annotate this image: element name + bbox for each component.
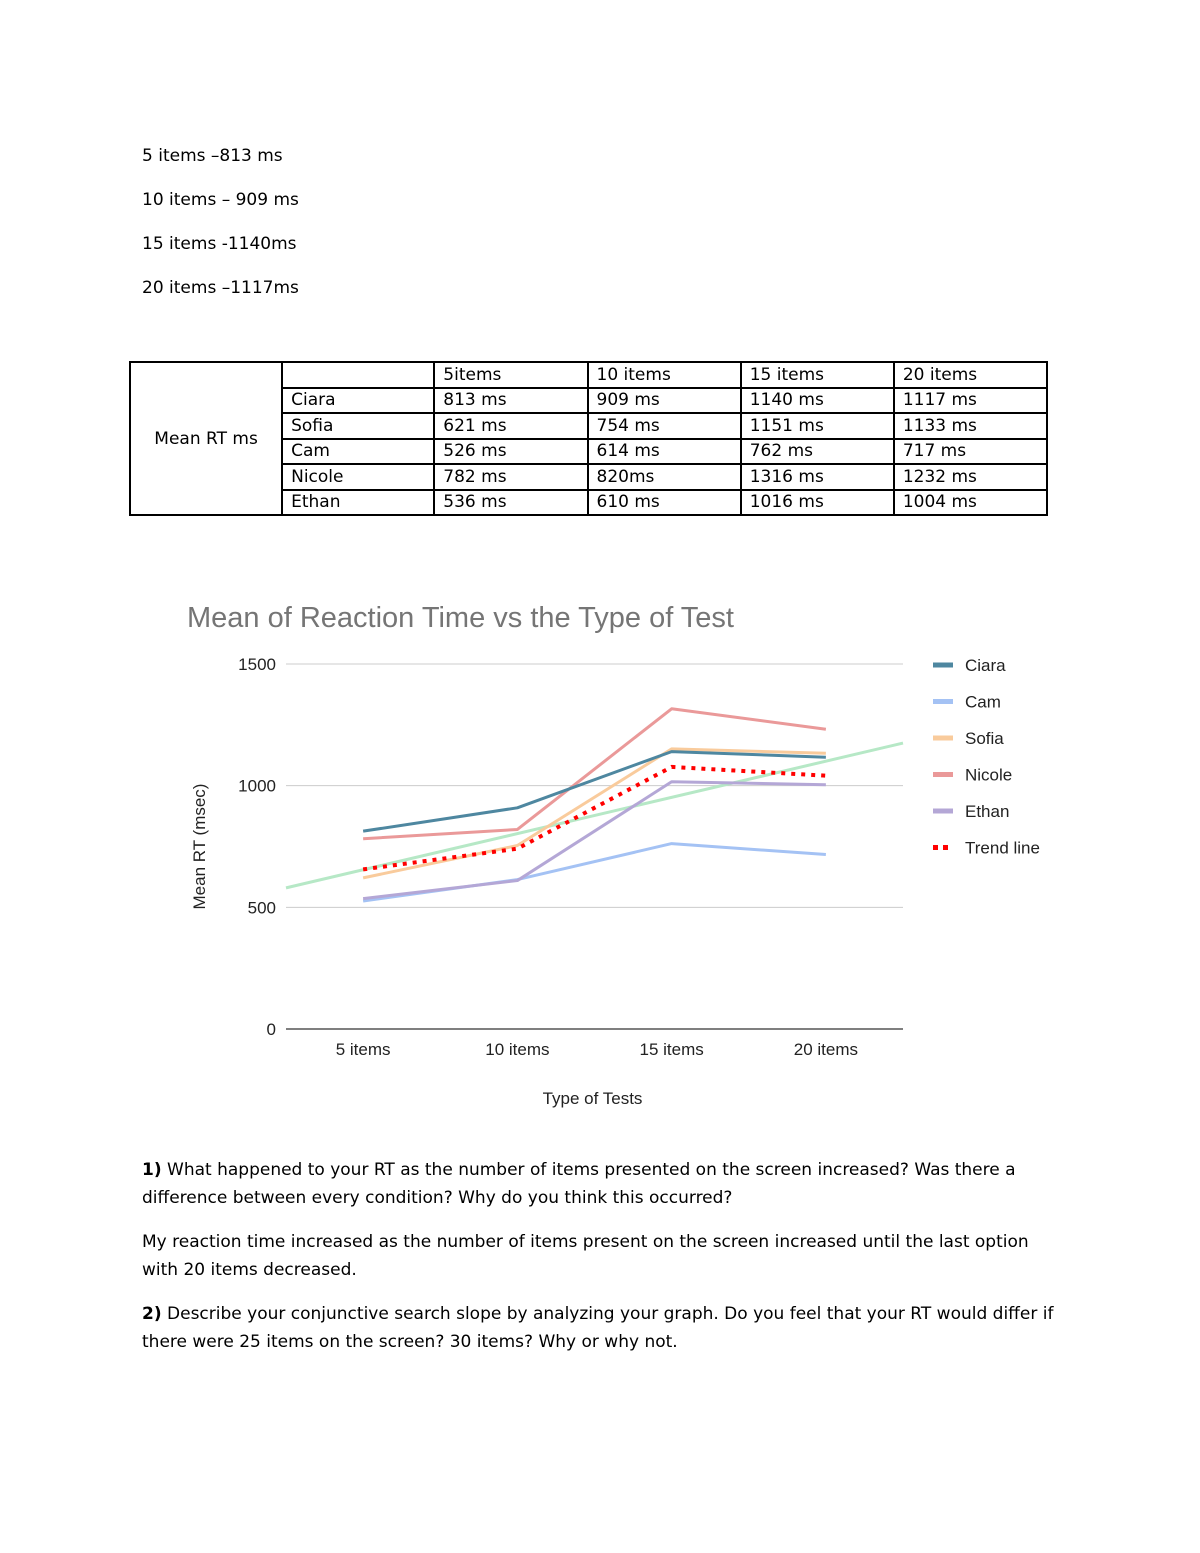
y-tick-label: 1000 — [238, 776, 276, 796]
participant-name: Ethan — [282, 490, 434, 516]
y-tick-label: 500 — [247, 898, 276, 918]
header-cell: 15 items — [741, 362, 894, 388]
table-cell: 526 ms — [434, 439, 587, 465]
table-cell: 909 ms — [588, 388, 741, 414]
question-text: Describe your conjunctive search slope by analyzing your graph. Do you feel that your RT would differ if there were 25 items on the screen? 30 items? Why or why not. — [142, 1304, 1054, 1352]
series-line-ciara — [363, 752, 826, 832]
participant-name: Sofia — [282, 413, 434, 439]
x-tick-label: 15 items — [639, 1040, 704, 1059]
y-tick-label: 1500 — [238, 655, 276, 674]
summary-line: 15 items -1140ms — [142, 234, 297, 254]
table-cell: 1004 ms — [894, 490, 1047, 516]
linear-fit-line — [286, 743, 903, 888]
table-header-row — [130, 362, 1047, 388]
x-tick-label: 20 items — [793, 1040, 858, 1059]
summary-line: 10 items – 909 ms — [142, 190, 299, 210]
table-cell: 813 ms — [434, 388, 587, 414]
participant-name: Ciara — [282, 388, 434, 414]
table-cell: 614 ms — [588, 439, 741, 465]
reaction-time-chart — [180, 590, 1080, 1120]
table-cell: 762 ms — [741, 439, 894, 465]
table-cell: 536 ms — [434, 490, 587, 516]
x-tick-label: 5 items — [335, 1040, 391, 1059]
legend-label: Trend line — [965, 838, 1040, 858]
question-number: 2) — [142, 1304, 162, 1324]
question-number: 1) — [142, 1160, 162, 1180]
table-cell: 621 ms — [434, 413, 587, 439]
chart-title: Mean of Reaction Time vs the Type of Test — [187, 602, 734, 634]
table-cell: 1140 ms — [741, 388, 894, 414]
table-cell: 717 ms — [894, 439, 1047, 465]
summary-line: 5 items –813 ms — [142, 146, 283, 166]
x-axis-label: Type of Tests — [542, 1089, 643, 1108]
legend-label: Nicole — [965, 765, 1013, 785]
legend-label: Sofia — [965, 729, 1004, 748]
y-tick-label: 0 — [266, 1020, 276, 1039]
table-cell: 610 ms — [588, 490, 741, 516]
x-tick-label: 10 items — [485, 1040, 550, 1059]
table-cell: 1016 ms — [741, 490, 894, 516]
question-text: What happened to your RT as the number of items presented on the screen increased? Was there a difference between every condition? Why do you think this occurred? — [142, 1160, 1016, 1208]
participant-name: Cam — [282, 439, 434, 465]
table-cell: 782 ms — [434, 464, 587, 490]
question-2 — [142, 1300, 1062, 1356]
legend-label: Ethan — [965, 802, 1010, 821]
table-cell: 1316 ms — [741, 464, 894, 490]
table-cell: 1117 ms — [894, 388, 1047, 414]
row-group-label: Mean RT ms — [130, 362, 282, 515]
series-line-ethan — [363, 782, 826, 899]
legend-label: Ciara — [965, 656, 1006, 675]
question-1 — [142, 1156, 1062, 1212]
table-cell: 1232 ms — [894, 464, 1047, 490]
table-cell: 820ms — [588, 464, 741, 490]
summary-line: 20 items –1117ms — [142, 278, 299, 298]
header-cell — [282, 362, 434, 388]
answer-1: My reaction time increased as the number of items present on the screen increased until the last option with 20 items decreased. — [142, 1232, 1029, 1280]
header-cell: 10 items — [588, 362, 741, 388]
header-cell: 5items — [434, 362, 587, 388]
mean-rt-table — [129, 361, 1048, 516]
y-axis-label: Mean RT (msec) — [190, 783, 209, 910]
chart-canvas — [180, 590, 1080, 1120]
legend-label: Cam — [965, 692, 1001, 712]
table-cell: 754 ms — [588, 413, 741, 439]
summary-list — [142, 145, 299, 321]
table-cell: 1151 ms — [741, 413, 894, 439]
participant-name: Nicole — [282, 464, 434, 490]
questions-section — [142, 1156, 1062, 1372]
header-cell: 20 items — [894, 362, 1047, 388]
table-cell: 1133 ms — [894, 413, 1047, 439]
